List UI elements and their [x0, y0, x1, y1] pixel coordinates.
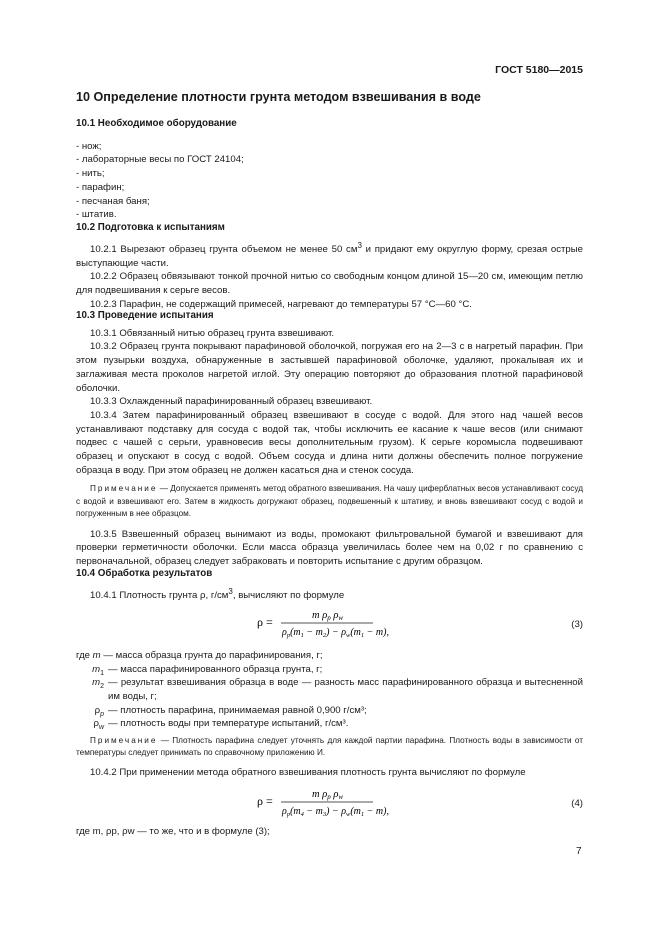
- list-item: - нить;: [76, 168, 105, 180]
- definition-rho-p: [76, 704, 583, 718]
- formula-numerator: m ρp ρw: [312, 610, 344, 622]
- var-rho-w: $\rho_w$: [93, 718, 104, 732]
- variable-definitions-3: [76, 649, 583, 731]
- superscript: 3: [357, 240, 362, 250]
- definition-line-formula-4: [76, 825, 583, 839]
- subsection-10-1-heading: 10.1 Необходимое оборудование: [76, 118, 237, 129]
- subsection-10-2: [76, 221, 583, 311]
- subsection-10-2-heading: 10.2 Подготовка к испытаниям: [76, 222, 225, 233]
- definition-same-as-formula-3: где m, ρp, ρw — то же, что и в формуле (3);: [76, 826, 270, 837]
- paragraph-10-3-2: 10.3.2 Образец грунта покрывают парафиновой оболочкой, погружая его на 2—3 с в нагретый парафин. При этом пузырьки воздуха, обнаруженные в застывшей парафиновой оболочке, удаляют, прокалывая их и заглаживая места проколов нагретой иглой. Эту операцию повторяют до образования плотной парафиновой оболочки.: [76, 341, 583, 394]
- list-item: - штатив.: [76, 209, 117, 221]
- list-item: - песчаная баня;: [76, 195, 150, 207]
- equipment-list: [76, 140, 583, 222]
- definition-text: — масса парафинированного образца грунта, г;: [108, 663, 323, 675]
- formula-3-graphic: [76, 606, 496, 640]
- note-body: [76, 735, 583, 760]
- definition-text: — результат взвешивания образца в воде — разность масс парафинированного образца и вытесненной им воды, г;: [108, 677, 583, 703]
- where-prefix: где: [76, 650, 93, 661]
- note-paraffin-density: [76, 735, 583, 760]
- var-m: m: [92, 650, 101, 661]
- subsection-10-4: [76, 567, 583, 603]
- paragraph-10-2-3: 10.2.3 Парафин, не содержащий примесей, нагревают до температуры 57 °С—60 °С.: [90, 298, 472, 310]
- formula-rho: ρ =: [257, 615, 273, 629]
- section-10-heading: 10 Определение плотности грунта методом взвешивания в воде: [76, 90, 481, 104]
- note-label: Примечание: [90, 484, 158, 494]
- definition-m2: [76, 676, 583, 703]
- definition-rho-w: [76, 717, 583, 731]
- var-rho-p: $\rho_p$: [94, 704, 104, 718]
- list-item: - парафин;: [76, 181, 125, 193]
- note-label: Примечание: [90, 736, 158, 745]
- formula-4-graphic: [76, 785, 496, 819]
- formula-3: [76, 606, 583, 640]
- subsection-10-4-heading: 10.4 Обработка результатов: [76, 568, 213, 579]
- paragraph-10-4-2-wrap: [76, 766, 583, 780]
- formula-3-number: (3): [571, 619, 583, 630]
- list-item: - лабораторные весы по ГОСТ 24104;: [76, 154, 244, 166]
- paragraph-10-3-1: 10.3.1 Обвязанный нитью образец грунта взвешивают.: [90, 327, 335, 339]
- paragraph-10-4-2: 10.4.2 При применении метода обратного взвешивания плотность грунта вычисляют по формуле: [90, 767, 526, 778]
- definition-text: — плотность парафина, принимаемая равной 0,900 г/см³;: [108, 704, 367, 716]
- subsection-10-3-heading: 10.3 Проведение испытания: [76, 310, 214, 321]
- paragraph-text: 10.2.1 Вырезают образец грунта объемом не менее 50 см: [90, 243, 358, 255]
- formula-denominator: $\rho_p(m_1 - m_2) - \rho_w(m_1 - m)$,: [282, 627, 389, 639]
- definition-text: — плотность воды при температуре испытаний, г/см³.: [108, 718, 349, 730]
- paragraph-10-3-4: 10.3.4 Затем парафинированный образец взвешивают в сосуде с водой. Для этого над чашей весов устанавливают подставку для сосуда с водой так, чтобы исключить ее касание к чаше весов (или снимают подвес с чашей с серьги, уравновесив весы дополнительным грузом). К серьге коромысла подвешивают образец и опускают в сосуд с водой. Объем сосуда и длина нити должны обеспечить полное погружение образца в воду. При этом образец не должен касаться дна и стенок сосуда.: [76, 409, 583, 476]
- note-text: — Допускается применять метод обратного взвешивания. На чашу циферблатных весов устанавливают сосуд с водой и взвешивают его. Затем в жидкость догружают образец, подвешенный к штативу, и вновь взвешивают сосуд с водой и погруженным в нее образцом.: [76, 484, 583, 519]
- paragraph-10-2-1: [76, 239, 583, 271]
- list-item: - нож;: [76, 140, 102, 152]
- paragraph-10-3-3: 10.3.3 Охлажденный парафинированный образец взвешивают.: [90, 396, 373, 408]
- paragraph-10-2-2: 10.2.2 Образец обвязывают тонкой прочной нитью со свободным концом длиной 15—20 см, имеющим петлю для подвешивания к серьге весов.: [76, 271, 583, 296]
- var-m2: $m_2$: [92, 677, 104, 691]
- paragraph-text: и придают ему округлую форму, срезая острые выступающие части.: [76, 243, 583, 269]
- var-m1: $m_1$: [92, 663, 104, 677]
- subsection-10-1: [76, 117, 583, 222]
- formula-numerator: m ρp ρw: [312, 789, 344, 801]
- paragraph-10-4-1: 10.4.1 Плотность грунта ρ, $г/см^3$, вычисляют по формуле: [90, 586, 345, 601]
- subsection-10-3: [76, 309, 583, 569]
- definition-m: [76, 649, 583, 663]
- definition-m1: [76, 663, 583, 677]
- definition-text: — масса образца грунта до парафинирования, г;: [100, 650, 323, 661]
- page-number: 7: [576, 846, 582, 857]
- note-reverse-weighing: [76, 483, 583, 520]
- formula-4: [76, 785, 583, 819]
- formula-4-number: (4): [571, 798, 583, 809]
- paragraph-10-3-5: 10.3.5 Взвешенный образец вынимают из воды, промокают фильтровальной бумагой и взвешивают для проверки герметичности оболочки. Если масса образца увеличилась более чем на 0,02 г по сравнению с первоначальной, образец следует забраковать и повторить испытание с другим образцом.: [76, 528, 583, 568]
- page-header-standard: ГОСТ 5180—2015: [495, 64, 583, 76]
- formula-denominator: $\rho_p(m_4 - m_3) - \rho_w(m_1 - m)$,: [282, 806, 389, 818]
- note-text: — Плотность парафина следует уточнять для каждой партии парафина. Плотность воды в зависимости от температуры следует принимать по справочному приложению И.: [76, 736, 583, 758]
- formula-rho: ρ =: [257, 794, 273, 808]
